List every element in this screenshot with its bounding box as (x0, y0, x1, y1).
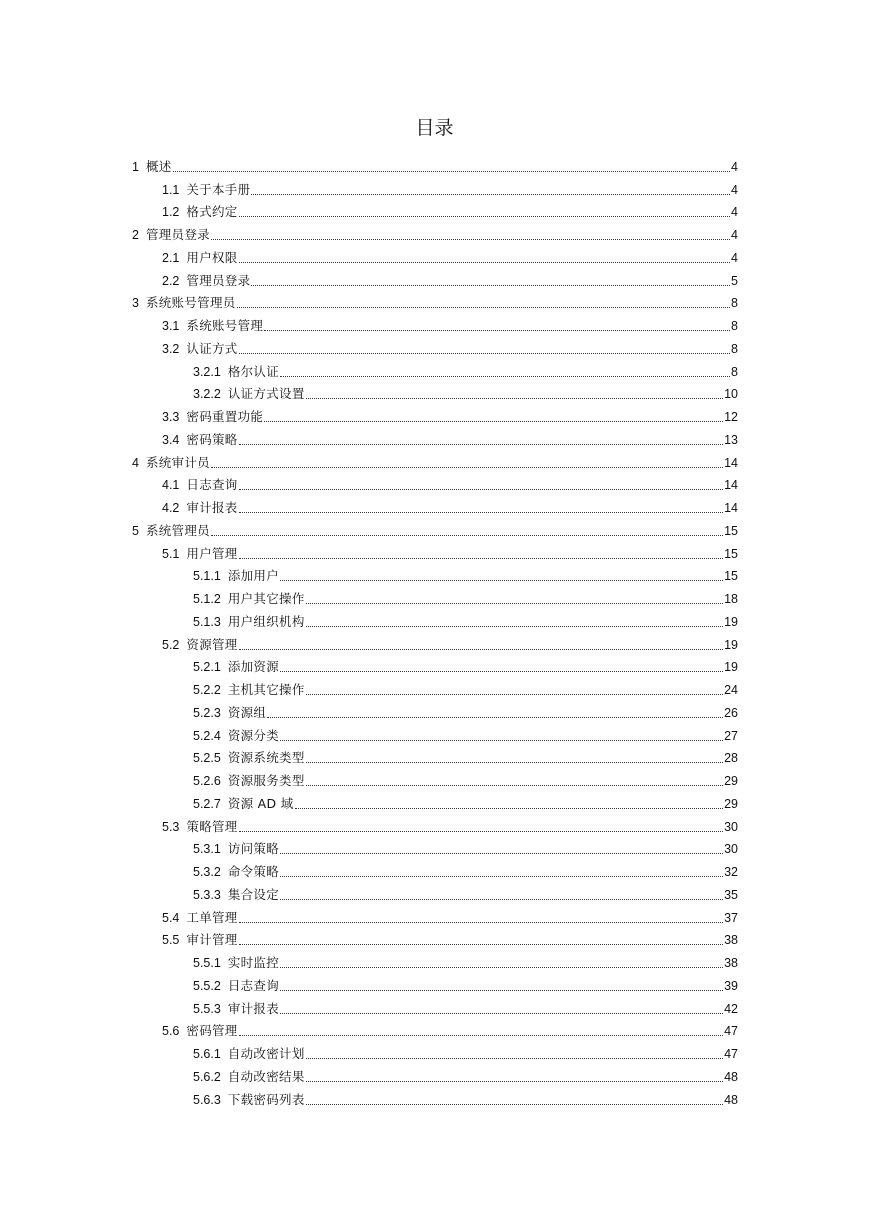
toc-dot-leader (306, 626, 723, 627)
toc-entry-page-number: 4 (731, 228, 738, 242)
toc-dot-leader (239, 922, 724, 923)
toc-entry-number: 3 (132, 296, 139, 311)
toc-entry-title: 密码策略 (186, 431, 238, 447)
toc-entry[interactable] (132, 880, 738, 903)
toc-entry-title: 主机其它操作 (227, 682, 305, 697)
toc-entry[interactable] (132, 311, 738, 334)
toc-dot-leader (239, 944, 724, 945)
toc-entry[interactable] (132, 744, 738, 767)
toc-entry-page-number: 4 (731, 250, 738, 265)
toc-entry[interactable] (132, 653, 738, 676)
toc-entry-number: 5.2.2 (193, 683, 221, 697)
toc-entry-number: 5.5.2 (193, 978, 221, 993)
toc-entry-title: 命令策略 (227, 864, 280, 879)
toc-entry-page-number: 32 (724, 865, 738, 879)
toc-entry-page-number: 29 (724, 796, 738, 811)
toc-dot-leader (280, 990, 723, 991)
toc-entry-number: 4.2 (162, 501, 180, 515)
toc-entry-page-number: 30 (724, 819, 738, 834)
toc-entry-page-number: 37 (724, 910, 738, 925)
toc-dot-leader (306, 603, 723, 604)
toc-entry-title: 资源 AD 域 (227, 795, 294, 811)
toc-dot-leader (280, 580, 723, 581)
toc-entry-number: 1.2 (162, 205, 180, 220)
toc-entry-number: 5.6.2 (193, 1069, 221, 1084)
toc-entry-title: 添加用户 (227, 568, 280, 584)
toc-dot-leader (239, 353, 730, 354)
toc-entry-page-number: 18 (724, 592, 738, 606)
toc-entry-number: 5.3.1 (193, 842, 221, 857)
toc-entry-number: 5.2.1 (193, 660, 221, 675)
toc-entry[interactable] (132, 835, 738, 858)
toc-entry-title: 系统账号管理 (186, 318, 264, 333)
toc-entry-number: 5.2.4 (193, 728, 221, 743)
toc-entry-number: 5.2.6 (193, 774, 221, 788)
toc-entry-title: 自动改密计划 (227, 1046, 305, 1061)
toc-entry-page-number: 8 (731, 341, 738, 356)
toc-entry-title: 添加资源 (227, 659, 280, 675)
toc-entry-title: 工单管理 (186, 909, 238, 925)
toc-entry[interactable] (132, 266, 738, 289)
toc-entry-number: 5.2.7 (193, 796, 221, 811)
toc-entry-title: 策略管理 (186, 818, 238, 834)
toc-entry[interactable] (132, 698, 738, 721)
toc-entry-page-number: 42 (724, 1001, 738, 1016)
toc-entry[interactable] (132, 357, 738, 380)
toc-entry-number: 4 (132, 455, 139, 470)
toc-entry-title: 系统管理员 (145, 522, 210, 538)
toc-entry-page-number: 38 (724, 956, 738, 970)
toc-dot-leader (306, 398, 723, 399)
toc-entry[interactable] (132, 926, 738, 949)
toc-entry-page-number: 8 (731, 296, 738, 311)
toc-entry[interactable] (132, 1017, 738, 1040)
toc-dot-leader (280, 899, 723, 900)
toc-entry-page-number: 26 (724, 705, 738, 720)
toc-entry[interactable] (132, 516, 738, 539)
toc-dot-leader (239, 444, 724, 445)
toc-entry-page-number: 10 (724, 387, 738, 402)
toc-entry-title: 资源组 (227, 704, 267, 720)
toc-entry[interactable] (132, 220, 738, 243)
toc-entry-number: 2.2 (162, 273, 180, 288)
toc-entry-title: 格尔认证 (227, 363, 280, 379)
toc-entry-title: 认证方式 (186, 340, 238, 356)
toc-entry[interactable] (132, 562, 738, 585)
toc-dot-leader (239, 489, 724, 490)
toc-entry-number: 5.1.1 (193, 569, 221, 584)
toc-entry-page-number: 35 (724, 887, 738, 902)
toc-dot-leader (239, 558, 724, 559)
toc-dot-leader (306, 1104, 723, 1105)
toc-entry-title: 资源服务类型 (227, 773, 305, 788)
toc-entry-page-number: 12 (724, 410, 738, 424)
toc-entry-title: 实时监控 (227, 955, 280, 970)
toc-dot-leader (239, 1035, 724, 1036)
toc-entry[interactable] (132, 994, 738, 1017)
toc-entry-title: 用户权限 (186, 249, 238, 265)
toc-entry-number: 1 (132, 159, 139, 174)
toc-entry-title: 集合设定 (227, 886, 280, 902)
toc-entry[interactable] (132, 1039, 738, 1062)
toc-entry[interactable] (132, 448, 738, 471)
toc-entry[interactable] (132, 198, 738, 221)
toc-entry-page-number: 48 (724, 1092, 738, 1107)
toc-dot-leader (239, 831, 724, 832)
toc-entry-number: 5.2.5 (193, 751, 221, 766)
toc-entry-number: 1.1 (162, 182, 180, 197)
toc-entry[interactable] (132, 857, 738, 880)
toc-entry-number: 5 (132, 523, 139, 538)
toc-dot-leader (173, 171, 730, 172)
toc-dot-leader (239, 216, 730, 217)
toc-dot-leader (251, 285, 730, 286)
toc-list (132, 152, 738, 1108)
toc-entry[interactable] (132, 1085, 738, 1108)
toc-entry-page-number: 47 (724, 1047, 738, 1061)
toc-dot-leader (280, 376, 730, 377)
toc-entry-page-number: 4 (731, 182, 738, 197)
toc-entry-title: 用户其它操作 (227, 591, 305, 606)
toc-entry-number: 5.5 (162, 933, 180, 948)
toc-entry-title: 系统审计员 (145, 454, 210, 470)
toc-entry[interactable] (132, 493, 738, 516)
toc-entry-page-number: 27 (724, 728, 738, 743)
toc-entry[interactable] (132, 630, 738, 653)
toc-dot-leader (237, 307, 730, 308)
toc-dot-leader (306, 762, 723, 763)
toc-entry-title: 关于本手册 (186, 181, 251, 197)
toc-dot-leader (306, 1058, 723, 1059)
toc-entry-title: 资源分类 (227, 727, 280, 743)
toc-entry[interactable] (132, 539, 738, 562)
toc-entry-title: 日志查询 (186, 477, 238, 493)
toc-entry-number: 5.1 (162, 546, 180, 561)
toc-entry-title: 管理员登录 (186, 272, 251, 288)
toc-entry-title: 概述 (145, 158, 172, 174)
toc-entry[interactable] (132, 903, 738, 926)
toc-entry-title: 用户组织机构 (227, 613, 305, 629)
toc-entry-title: 密码管理 (186, 1023, 238, 1039)
toc-dot-leader (239, 262, 730, 263)
toc-dot-leader (280, 1013, 723, 1014)
toc-entry-page-number: 8 (731, 364, 738, 379)
toc-entry[interactable] (132, 471, 738, 494)
toc-entry-page-number: 39 (724, 978, 738, 993)
toc-entry-title: 审计管理 (186, 932, 238, 948)
toc-entry-page-number: 38 (724, 933, 738, 948)
toc-entry-title: 用户管理 (186, 545, 238, 561)
toc-entry[interactable] (132, 175, 738, 198)
toc-entry-page-number: 19 (724, 637, 738, 652)
toc-entry-title: 格式约定 (186, 204, 238, 220)
toc-entry-number: 3.2 (162, 341, 180, 356)
toc-entry-title: 日志查询 (227, 977, 280, 993)
toc-entry-page-number: 28 (724, 751, 738, 766)
toc-dot-leader (280, 876, 723, 877)
toc-dot-leader (211, 239, 730, 240)
toc-entry-title: 下载密码列表 (227, 1091, 305, 1107)
toc-entry-number: 2 (132, 228, 139, 242)
toc-entry-page-number: 30 (724, 842, 738, 857)
toc-entry[interactable] (132, 380, 738, 403)
toc-entry-page-number: 8 (731, 319, 738, 333)
toc-entry-number: 3.2.2 (193, 387, 221, 402)
toc-dot-leader (239, 512, 724, 513)
toc-dot-leader (211, 535, 723, 536)
toc-entry-number: 5.6.1 (193, 1047, 221, 1061)
toc-entry[interactable] (132, 721, 738, 744)
toc-entry[interactable] (132, 675, 738, 698)
toc-dot-leader (267, 717, 723, 718)
toc-entry[interactable] (132, 402, 738, 425)
toc-entry-page-number: 4 (731, 159, 738, 174)
toc-entry-page-number: 15 (724, 523, 738, 538)
toc-entry-title: 自动改密结果 (227, 1068, 305, 1084)
toc-entry-number: 3.2.1 (193, 364, 221, 379)
toc-entry-page-number: 19 (724, 614, 738, 629)
toc-entry-number: 5.5.3 (193, 1001, 221, 1016)
toc-entry-title: 资源管理 (186, 636, 238, 652)
toc-entry[interactable] (132, 812, 738, 835)
toc-entry[interactable] (132, 334, 738, 357)
toc-entry[interactable] (132, 789, 738, 812)
toc-entry[interactable] (132, 425, 738, 448)
toc-entry-number: 5.3.3 (193, 887, 221, 902)
toc-dot-leader (264, 330, 730, 331)
toc-entry[interactable] (132, 1062, 738, 1085)
toc-dot-leader (280, 967, 723, 968)
toc-entry[interactable] (132, 584, 738, 607)
toc-entry[interactable] (132, 243, 738, 266)
toc-entry-page-number: 24 (724, 683, 738, 697)
toc-entry-number: 2.1 (162, 250, 180, 265)
toc-entry-page-number: 4 (731, 205, 738, 220)
toc-dot-leader (306, 1081, 723, 1082)
toc-entry-page-number: 14 (724, 478, 738, 493)
toc-dot-leader (251, 194, 730, 195)
toc-title: 目录 (415, 117, 454, 139)
toc-entry-number: 5.3.2 (193, 865, 221, 879)
toc-entry-page-number: 15 (724, 546, 738, 561)
toc-entry-page-number: 5 (731, 273, 738, 288)
toc-dot-leader (280, 853, 723, 854)
toc-entry-number: 5.1.3 (193, 614, 221, 629)
toc-entry-title: 认证方式设置 (227, 386, 305, 402)
toc-entry[interactable] (132, 766, 738, 789)
toc-dot-leader (280, 671, 723, 672)
toc-entry-page-number: 29 (724, 774, 738, 788)
toc-entry[interactable] (132, 948, 738, 971)
toc-entry-number: 3.3 (162, 410, 180, 424)
toc-entry-page-number: 15 (724, 569, 738, 584)
toc-dot-leader (306, 785, 723, 786)
toc-entry-number: 5.5.1 (193, 956, 221, 970)
toc-entry-page-number: 13 (724, 432, 738, 447)
toc-entry-number: 3.1 (162, 319, 180, 333)
toc-entry-number: 4.1 (162, 478, 180, 493)
toc-entry-title: 资源系统类型 (227, 750, 305, 766)
toc-entry-number: 5.4 (162, 910, 180, 925)
toc-entry[interactable] (132, 607, 738, 630)
toc-entry-title: 密码重置功能 (186, 409, 264, 424)
toc-dot-leader (239, 649, 724, 650)
toc-entry-page-number: 19 (724, 660, 738, 675)
toc-entry-number: 5.6.3 (193, 1092, 221, 1107)
toc-dot-leader (264, 421, 723, 422)
toc-entry-page-number: 14 (724, 501, 738, 515)
toc-dot-leader (211, 467, 723, 468)
toc-dot-leader (306, 694, 723, 695)
toc-entry-number: 5.6 (162, 1024, 180, 1039)
toc-entry-page-number: 47 (724, 1024, 738, 1039)
toc-entry-title: 访问策略 (227, 841, 280, 857)
toc-entry-title: 管理员登录 (145, 227, 210, 242)
toc-entry-page-number: 14 (724, 455, 738, 470)
toc-entry[interactable] (132, 152, 738, 175)
toc-entry[interactable] (132, 971, 738, 994)
toc-entry-number: 5.2.3 (193, 705, 221, 720)
toc-entry-number: 5.1.2 (193, 592, 221, 606)
toc-dot-leader (280, 740, 723, 741)
toc-entry-page-number: 48 (724, 1069, 738, 1084)
toc-entry[interactable] (132, 289, 738, 312)
toc-entry-number: 3.4 (162, 432, 180, 447)
toc-entry-title: 审计报表 (227, 1000, 280, 1016)
toc-entry-title: 系统账号管理员 (145, 295, 236, 311)
toc-dot-leader (295, 808, 724, 809)
toc-entry-number: 5.3 (162, 819, 180, 834)
toc-entry-number: 5.2 (162, 637, 180, 652)
toc-entry-title: 审计报表 (186, 500, 238, 515)
